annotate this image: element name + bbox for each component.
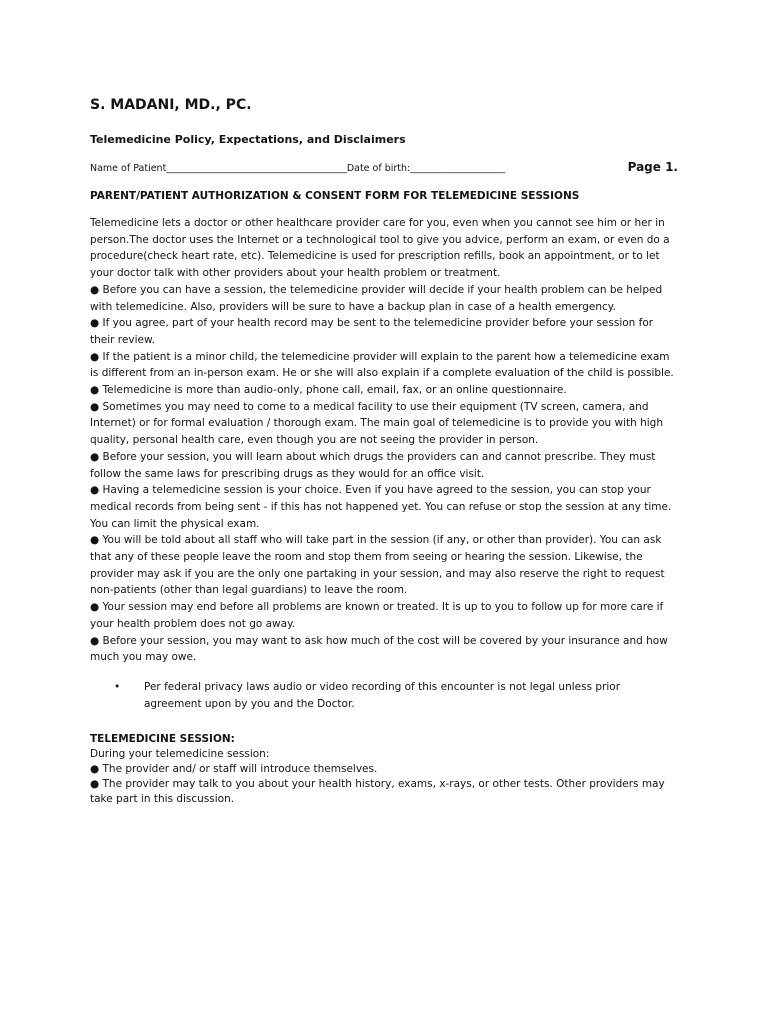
session-line: During your telemedicine session: xyxy=(90,748,270,761)
bullet-item: ● Before your session, you will learn about which drugs the providers can and cannot prescribe. They must follow the same laws for prescribing drugs as they would for an office visit. xyxy=(90,450,656,480)
practice-name: S. MADANI, MD., PC. xyxy=(90,97,252,113)
bullet-item: ● Sometimes you may need to come to a medical facility to use their equipment (TV screen, camera, and Internet) or for formal evaluation / thorough exam. The main goal of telemedicine is to provide you with high quality, personal health care, even though you are not seeing the provider in person. xyxy=(90,400,663,447)
dob-label: Date of birth: xyxy=(346,163,411,174)
form-heading: PARENT/PATIENT AUTHORIZATION & CONSENT FORM FOR TELEMEDICINE SESSIONS xyxy=(90,190,580,202)
dob-blank: ____________________ xyxy=(410,163,506,174)
patient-name-label: Name of Patient xyxy=(90,163,167,174)
bullet-item: ● Having a telemedicine session is your choice. Even if you have agreed to the session, you can stop your medical records from being sent - if this has not happened yet. You can refuse or stop the session at any time. You can limit the physical exam. xyxy=(90,484,672,530)
bullet-item: ● Before you can have a session, the telemedicine provider will decide if your health problem can be helped with telemedicine. Also, providers will be sure to have a backup plan in case of a health emergency. xyxy=(90,283,663,313)
bullet-item: ● If the patient is a minor child, the telemedicine provider will explain to the parent how a telemedicine exam is different from an in-person exam. He or she will also explain if a complete evaluation of the child is possible. xyxy=(90,350,674,380)
bullet-item: ● Your session may end before all problems are known or treated. It is up to you to follow up for more care if your health problem does not go away. xyxy=(90,601,664,630)
privacy-bullet-text: Per federal privacy laws audio or video recording of this encounter is not legal unless prior agreement upon by you and the Doctor. xyxy=(144,680,621,710)
patient-name-blank: ______________________________________ xyxy=(166,163,347,174)
session-body xyxy=(90,747,678,807)
session-line: ● The provider and/ or staff will introduce themselves. xyxy=(90,763,378,776)
consent-body xyxy=(90,215,678,666)
document-content xyxy=(90,96,678,807)
page-number: Page 1. xyxy=(627,160,678,174)
privacy-bullet xyxy=(90,679,678,712)
paragraph-intro: Telemedicine lets a doctor or other healthcare provider care for you, even when you cannot see him or her in person.The doctor uses the Internet or a technological tool to give you advice, perform an exam, or even do a procedure(check heart rate, etc). Telemedicine is used for prescription refills, book an appointment, or to let your doctor talk with other providers about your health problem or treatment. xyxy=(90,217,670,280)
privacy-bullet-marker: • xyxy=(114,680,121,693)
document-subtitle: Telemedicine Policy, Expectations, and Disclaimers xyxy=(90,133,406,146)
bullet-item: ● You will be told about all staff who will take part in the session (if any, or other than provider). You can ask that any of these people leave the room and stop them from seeing or hearing the session. Likewise, the provider may ask if you are the only one partaking in your session, and may also reserve the right to request non-patients (other than legal guardians) to leave the room. xyxy=(90,534,665,597)
session-heading: TELEMEDICINE SESSION: xyxy=(90,733,235,746)
patient-fields-row xyxy=(90,161,678,177)
bullet-item: ● Before your session, you may want to ask how much of the cost will be covered by your insurance and how much you may owe. xyxy=(90,634,668,664)
session-line: ● The provider may talk to you about your health history, exams, x-rays, or other tests. Other providers may take part in this discussion. xyxy=(90,778,665,806)
bullet-item: ● Telemedicine is more than audio-only, phone call, email, fax, or an online questionnaire. xyxy=(90,384,567,397)
bullet-item: ● If you agree, part of your health record may be sent to the telemedicine provider before your session for their review. xyxy=(90,317,654,346)
